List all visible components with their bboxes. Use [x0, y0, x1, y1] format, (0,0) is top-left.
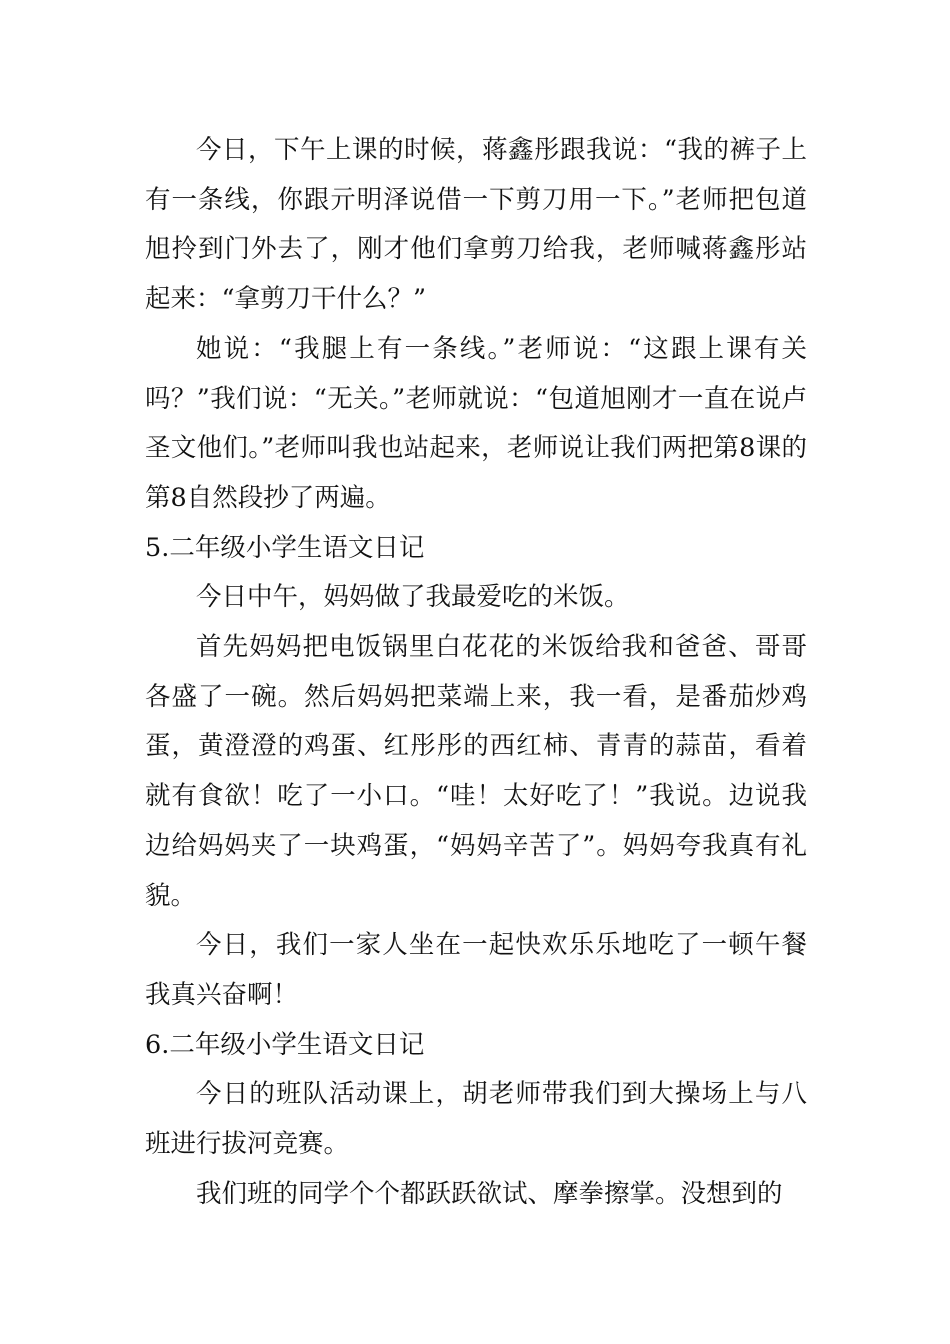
paragraph: 首先妈妈把电饭锅里白花花的米饭给我和爸爸、哥哥各盛了一碗。然后妈妈把菜端上来，我一看，是番茄炒鸡蛋，黄澄澄的鸡蛋、红彤彤的西红柿、青青的蒜苗，看着就有食欲！吃了一小口。“哇！太好吃了！”我说。边说我边给妈妈夹了一块鸡蛋，“妈妈辛苦了”。妈妈夸我真有礼貌。	[145, 632, 807, 911]
paragraph: 今日中午，妈妈做了我最爱吃的米饭。	[196, 582, 630, 613]
paragraph: 我们班的同学个个都跃跃欲试、摩拳擦掌。没想到的	[196, 1178, 783, 1209]
document-body	[145, 126, 807, 1219]
paragraph: 今日，我们一家人坐在一起快欢乐乐地吃了一顿午餐我真兴奋啊！	[145, 930, 807, 1010]
paragraph: 今日，下午上课的时候，蒋鑫彤跟我说：“我的裤子上有一条线，你跟亓明泽说借一下剪刀用一下。”老师把包道旭拎到门外去了，刚才他们拿剪刀给我，老师喊蒋鑫彤站起来：“拿剪刀干什么？”	[145, 135, 807, 315]
section-heading: 6.二年级小学生语文日记	[145, 1029, 425, 1060]
paragraph: 今日的班队活动课上，胡老师带我们到大操场上与八班进行拔河竞赛。	[145, 1079, 807, 1160]
section-heading: 5.二年级小学生语文日记	[145, 532, 425, 563]
paragraph: 她说：“我腿上有一条线。”老师说：“这跟上课有关吗？”我们说：“无关。”老师就说：“包道旭刚才一直在说卢圣文他们。”老师叫我也站起来，老师说让我们两把第8课的第8自然段抄了两遍。	[145, 333, 807, 513]
